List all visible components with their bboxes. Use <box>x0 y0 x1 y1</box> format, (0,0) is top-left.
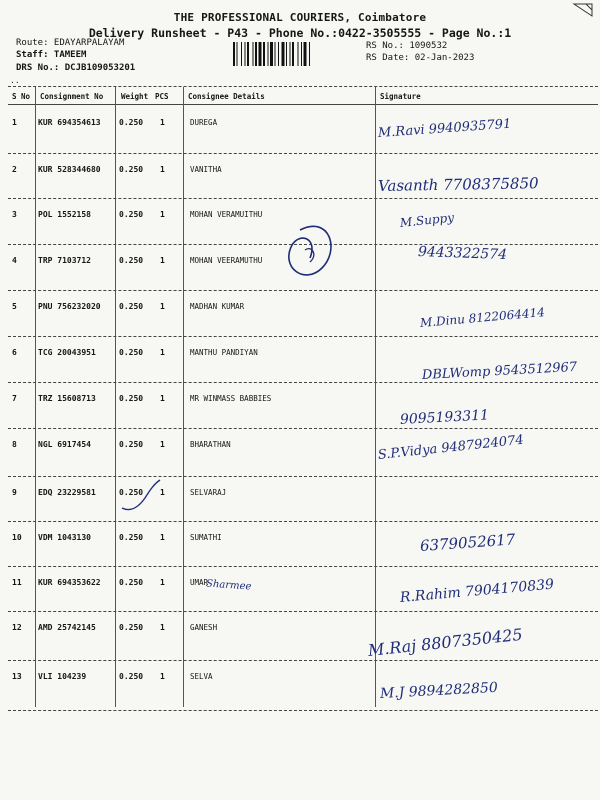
row-pcs: 1 <box>160 623 165 632</box>
row-consignment: TRP 7103712 <box>38 256 91 265</box>
row-consignee: SELVA <box>190 672 213 681</box>
row-sno: 4 <box>12 256 17 265</box>
row-weight: 0.250 <box>119 623 144 632</box>
rs-number: RS No.: 1090532 <box>366 41 448 51</box>
col-sno: S No <box>12 92 31 101</box>
row-pcs: 1 <box>160 394 165 403</box>
row-consignment: KUR 694354613 <box>38 118 101 127</box>
row-consignee: MOHAN VERAMUITHU <box>190 210 263 219</box>
row-consignee: BHARATHAN <box>190 440 231 449</box>
row-pcs: 1 <box>160 348 165 357</box>
row-sno: 6 <box>12 348 17 357</box>
row-consignment: PNU 756232020 <box>38 302 101 311</box>
drs-number: DRS No.: DCJB109053201 <box>16 63 136 73</box>
row-consignment: KUR 528344680 <box>38 165 101 174</box>
row-consignment: EDQ 23229581 <box>38 488 96 497</box>
row-pcs: 1 <box>160 672 165 681</box>
row11-handwritten-note: Sharmee <box>205 578 252 593</box>
row-sno: 12 <box>12 623 22 632</box>
row-signature: M.Dinu 8122064414 <box>419 305 546 330</box>
row-consignment: AMD 25742145 <box>38 623 96 632</box>
row-consignee: MOHAN VEERAMUTHU <box>190 256 263 265</box>
row-sno: 5 <box>12 302 17 311</box>
row-pcs: 1 <box>160 165 165 174</box>
row-signature: Vasanth 7708375850 <box>377 174 539 195</box>
row-sno: 13 <box>12 672 22 681</box>
row-sno: 9 <box>12 488 17 497</box>
row-consignment: KUR 694353622 <box>38 578 101 587</box>
row-weight: 0.250 <box>119 348 144 357</box>
dots-mark: .. <box>10 76 20 85</box>
row-consignment: VLI 104239 <box>38 672 87 681</box>
document-subtitle: Delivery Runsheet - P43 - Phone No.:0422-3505555 - Page No.:1 <box>88 26 512 40</box>
rs-date: RS Date: 02-Jan-2023 <box>366 53 475 63</box>
row-consignee: SUMATHI <box>190 533 222 542</box>
row-pcs: 1 <box>160 118 165 127</box>
row-weight: 0.250 <box>119 488 144 497</box>
row-consignee: UMAR <box>190 578 209 587</box>
document-title: THE PROFESSIONAL COURIERS, Coimbatore <box>173 11 427 24</box>
row-signature: M.J 9894282850 <box>379 679 499 702</box>
row-weight: 0.250 <box>119 440 144 449</box>
row-consignee: MANTHU PANDIYAN <box>190 348 258 357</box>
row-consignee: DUREGA <box>190 118 218 127</box>
row-weight: 0.250 <box>119 394 144 403</box>
row-consignment: NGL 6917454 <box>38 440 91 449</box>
row-signature: R.Rahim 7904170839 <box>399 576 555 606</box>
row-pcs: 1 <box>160 488 165 497</box>
row-consignee: SELVARAJ <box>190 488 227 497</box>
row-sno: 1 <box>12 118 17 127</box>
row-weight: 0.250 <box>119 210 144 219</box>
col-weight: Weight <box>121 92 149 101</box>
row-weight: 0.250 <box>119 672 144 681</box>
row-consignment: VDM 1043130 <box>38 533 91 542</box>
row-pcs: 1 <box>160 440 165 449</box>
row-weight: 0.250 <box>119 118 144 127</box>
tick-mark <box>122 480 160 510</box>
row-pcs: 1 <box>160 578 165 587</box>
row-weight: 0.250 <box>119 578 144 587</box>
row-consignment: TRZ 15608713 <box>38 394 96 403</box>
col-signature: Signature <box>380 92 421 101</box>
row-signature: M.Ravi 9940935791 <box>377 116 512 141</box>
row-sno: 11 <box>12 578 22 587</box>
stamp-scribble <box>289 226 331 275</box>
row-consignment: POL 1552158 <box>38 210 91 219</box>
row-pcs: 1 <box>160 256 165 265</box>
row-signature: 6379052617 <box>419 530 516 555</box>
row-weight: 0.250 <box>119 165 144 174</box>
row-weight: 0.250 <box>119 256 144 265</box>
col-consignee: Consignee Details <box>188 92 265 101</box>
col-consignment: Consignment No <box>40 92 104 101</box>
row-weight: 0.250 <box>119 533 144 542</box>
col-pcs: PCS <box>155 92 169 101</box>
row-sno: 2 <box>12 165 17 174</box>
row-pcs: 1 <box>160 302 165 311</box>
row-signature: S.P.Vidya 9487924074 <box>377 432 525 463</box>
route-label: Route: EDAYARPALAYAM <box>16 38 125 48</box>
row-signature: DBLWomp 9543512967 <box>421 359 578 383</box>
row-weight: 0.250 <box>119 302 144 311</box>
row-consignee: GANESH <box>190 623 218 632</box>
row-signature: M.Suppy <box>399 210 455 230</box>
row-consignee: MR WINMASS BABBIES <box>190 394 272 403</box>
stamp-scribble <box>305 249 314 262</box>
row-signature: 9443322574 <box>417 244 508 264</box>
row-consignment: TCG 20043951 <box>38 348 96 357</box>
row-consignee: VANITHA <box>190 165 222 174</box>
row-pcs: 1 <box>160 533 165 542</box>
row-sno: 7 <box>12 394 17 403</box>
row-sno: 10 <box>12 533 22 542</box>
row-pcs: 1 <box>160 210 165 219</box>
row-signature: 9095193311 <box>399 407 490 428</box>
staff-label: Staff: TAMEEM <box>16 50 87 60</box>
row-sno: 3 <box>12 210 17 219</box>
row-signature: M.Raj 8807350425 <box>367 624 524 660</box>
row-sno: 8 <box>12 440 17 449</box>
row-consignee: MADHAN KUMAR <box>190 302 245 311</box>
